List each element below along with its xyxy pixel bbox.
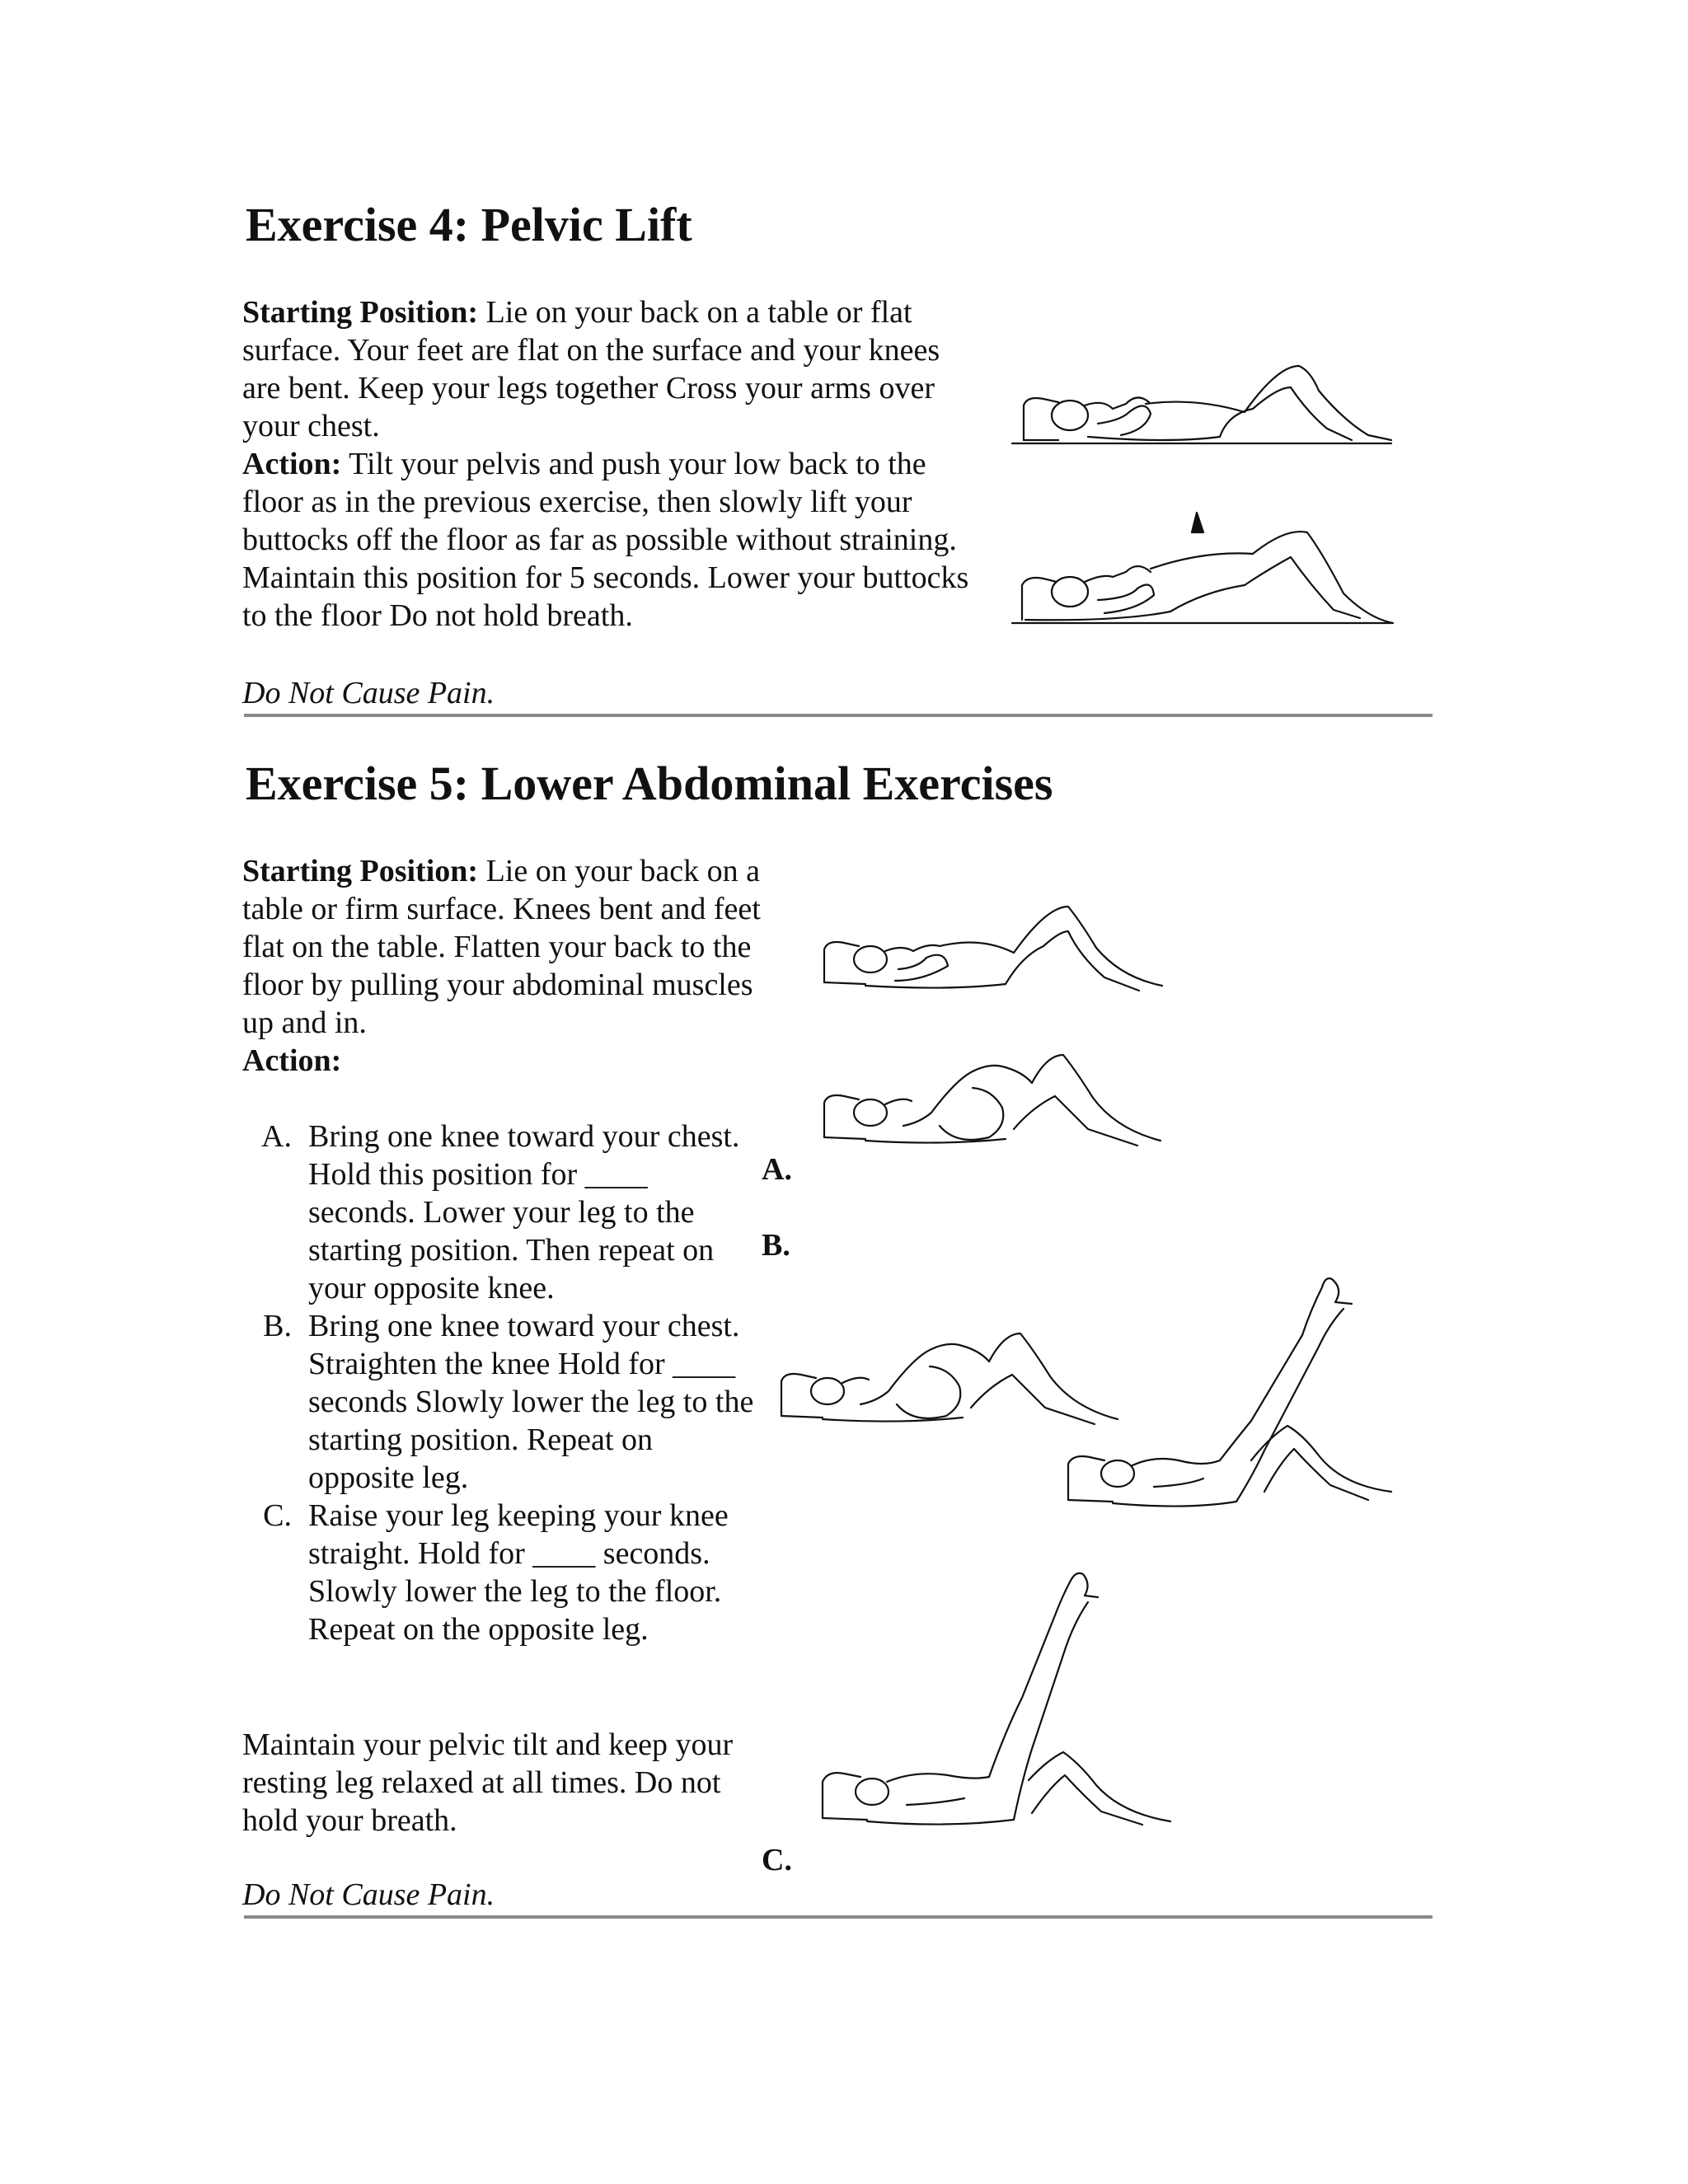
- step-text: Bring one knee toward your chest. Hold this position for ____ seconds. Lower your leg to the starting position. Then repeat on your opposite knee.: [308, 1119, 740, 1305]
- step-letter: B.: [263, 1309, 292, 1343]
- figure-label-c: C.: [762, 1843, 792, 1877]
- figure-label-a: A.: [762, 1152, 792, 1187]
- exercise4-starting-position: [242, 293, 984, 445]
- knee-to-chest-figure: [816, 1047, 1179, 1154]
- exercise4-action: [242, 445, 984, 635]
- exercise5-title: Exercise 5: Lower Abdominal Exercises: [246, 757, 1053, 810]
- action-label: Action:: [242, 447, 342, 481]
- step-b: [242, 1307, 762, 1497]
- exercise5-steps: [242, 1118, 762, 1648]
- step-c: [242, 1497, 762, 1648]
- step-a: [242, 1118, 762, 1307]
- abdominal-start-figure: [816, 898, 1179, 997]
- straight-leg-raise-figure: [816, 1566, 1187, 1830]
- action-text: Tilt your pelvis and push your low back to the floor as in the previous exercise, then slowly lift your buttocks off the floor as far as possible without straining. Maintain this position for 5 seconds. Lower your buttocks to the floor Do not hold breath.: [242, 447, 969, 633]
- exercise4-title: Exercise 4: Pelvic Lift: [246, 198, 692, 251]
- step-letter: A.: [261, 1119, 292, 1154]
- step-text: Bring one knee toward your chest. Straighten the knee Hold for ____ seconds Slowly lower the leg to the starting position. Repeat on opposite leg.: [308, 1309, 754, 1495]
- starting-position-text: Lie on your back on a table or firm surface. Knees bent and feet flat on the table. Flatten your back to the floor by pulling your abdominal muscles up and in.: [242, 854, 761, 1040]
- step-letter: C.: [263, 1498, 292, 1533]
- knee-straighten-figure: [775, 1269, 1418, 1508]
- pelvic-lift-raised-figure: [1006, 503, 1401, 626]
- starting-position-text: Lie on your back on a table or flat surface. Your feet are flat on the surface and your knees are bent. Keep your legs together Cross your arms over your chest.: [242, 295, 940, 443]
- step-text: Raise your leg keeping your knee straight. Hold for ____ seconds. Slowly lower the leg to the floor. Repeat on the opposite leg.: [308, 1498, 729, 1647]
- exercise4-instructions: [242, 293, 984, 635]
- starting-position-label: Starting Position:: [242, 295, 479, 330]
- exercise5-starting-position: [242, 852, 762, 1080]
- exercise4-pain-note: Do Not Cause Pain.: [242, 676, 495, 710]
- exercise5-closing-text: Maintain your pelvic tilt and keep your resting leg relaxed at all times. Do not hold your breath.: [242, 1727, 734, 1838]
- figure-label-b: B.: [762, 1228, 790, 1263]
- divider: [244, 714, 1432, 717]
- exercise5-pain-note: Do Not Cause Pain.: [242, 1877, 495, 1912]
- pelvic-lift-start-figure: [1006, 354, 1401, 453]
- divider: [244, 1915, 1432, 1919]
- starting-position-label: Starting Position:: [242, 854, 479, 888]
- action-label: Action:: [242, 1043, 342, 1078]
